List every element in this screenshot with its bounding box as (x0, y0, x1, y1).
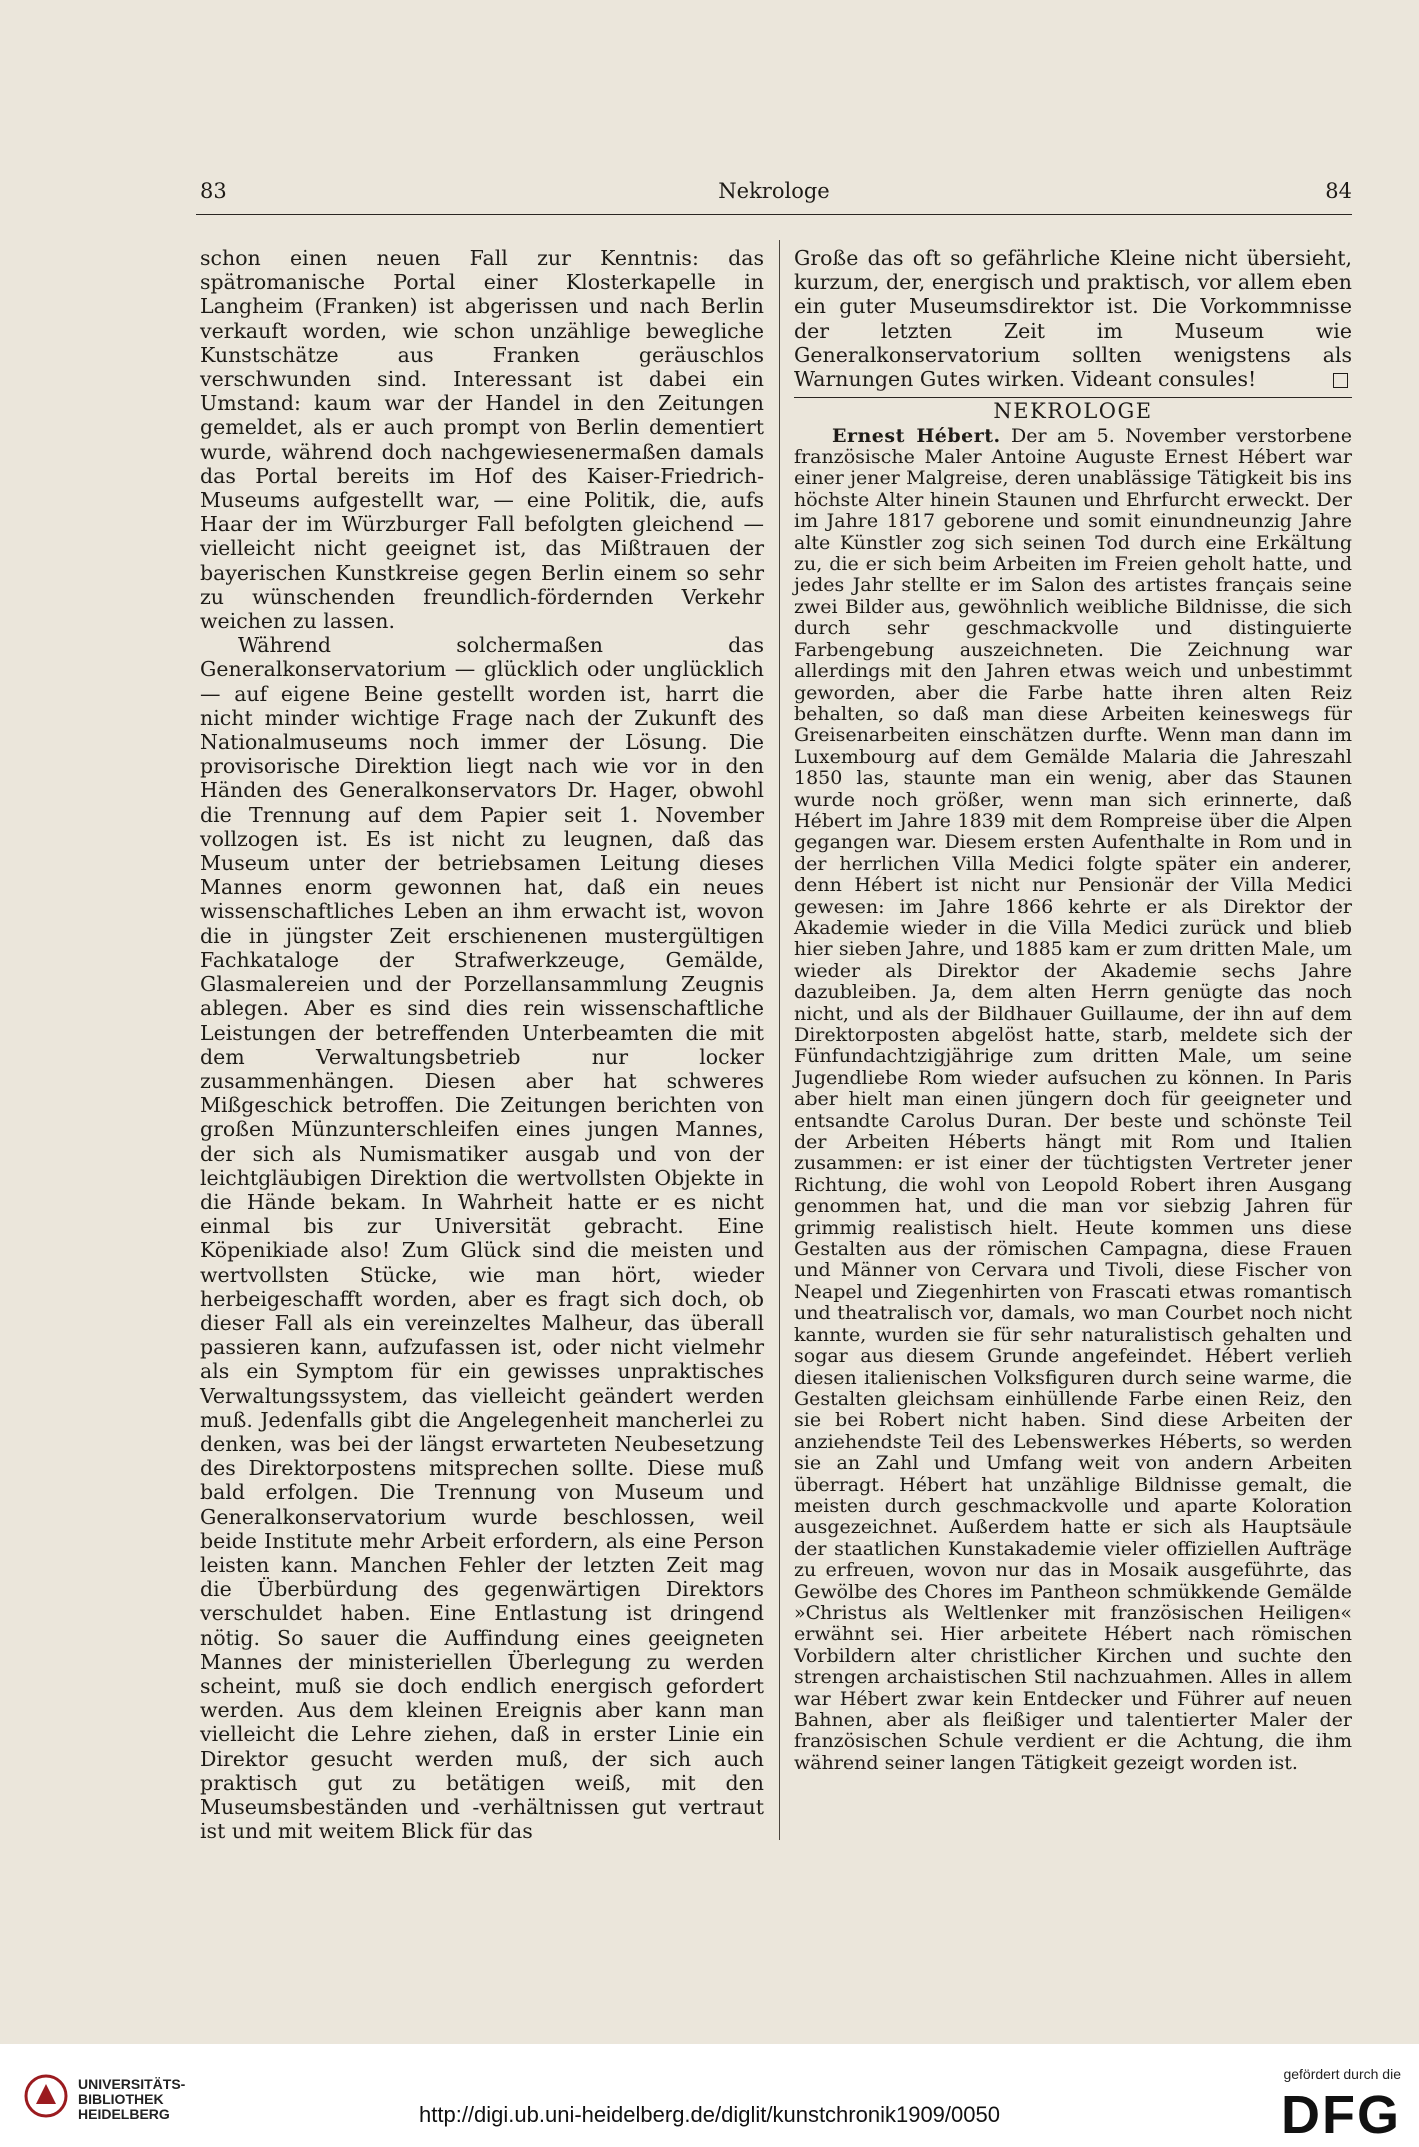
running-title: Nekrologe (718, 179, 830, 203)
column-divider (779, 240, 780, 1840)
page-number-right: 84 (1325, 179, 1352, 203)
library-line: UNIVERSITÄTS- (78, 2076, 186, 2092)
continued-text: Große das oft so gefährliche Kleine nicht übersieht, kurzum, der, energisch und praktisch, vor allem eben ein guter Museumsdirektor ist. Die Vorkommnisse der letzten Zeit im Museum wie Generalkonservatorium sollten wenigstens als Warnungen Gutes wirken. Videant consules! (794, 246, 1352, 392)
paragraph-continued (794, 246, 1352, 391)
header-rule (196, 214, 1352, 215)
footer-bar (0, 2044, 1419, 2147)
right-column (794, 246, 1352, 1774)
dfg-logo: DFG (1281, 2085, 1401, 2145)
paragraph: Während solchermaßen das Generalkonservatorium — glücklich oder unglücklich — auf eigene Beine gestellt worden ist, harrt die nicht minder wichtige Frage nach der Zukunft des Nationalmuseums noch immer der Lösung. Die provisorische Direktion liegt nach wie vor in den Händen des Generalkonservators Dr. Hager, obwohl die Trennung auf dem Papier seit 1. November vollzogen ist. Es ist nicht zu leugnen, daß das Museum unter der betriebsamen Leitung dieses Mannes enorm gewonnen hat, daß ein neues wissenschaftliches Leben an ihm erwacht ist, wovon die in jüngster Zeit erschienenen mustergültigen Fachkataloge der Strafwerkzeuge, Gemälde, Glasmalereien und der Porzellansammlung Zeugnis ablegen. Aber es sind dies rein wissenschaftliche Leistungen der betreffenden Unterbeamten die mit dem Verwaltungsbetrieb nur locker zusammenhängen. Diesen aber hat schweres Mißgeschick betroffen. Die Zeitungen berichten von großen Münzunterschleifen eines jungen Mannes, der sich als Numismatiker ausgab und von der leichtgläubigen Direktion die wertvollsten Objekte in die Hände bekam. In Wahrheit hatte er es nicht einmal bis zur Universität gebracht. Eine Köpenikiade also! Zum Glück sind die meisten und wertvollsten Stücke, wie man hört, wieder herbeigeschafft worden, aber es fragt sich doch, ob dieser Fall als ein vereinzeltes Malheur, das überall passieren kann, aufzufassen ist, oder nicht vielmehr als ein Symptom für ein gewisses unpraktisches Verwaltungssystem, das vielleicht geändert werden muß. Jedenfalls gibt die Angelegenheit mancherlei zu denken, was bei der längst erwarteten Neubesetzung des Direktorpostens mitsprechen sollte. Diese muß bald erfolgen. Die Trennung von Museum und Generalkonservatorium wurde beschlossen, weil beide Institute mehr Arbeit erfordern, als eine Person leisten kann. Manchen Fehler der letzten Zeit mag die Überbürdung des gegenwärtigen Direktors verschuldet haben. Eine Entlastung ist dringend nötig. So sauer die Auffindung eines geeigneten Mannes der ministeriellen Überlegung zu werden scheint, muß sie doch endlich energisch gefordert werden. Aus dem kleinen Ereignis aber kann man vielleicht die Lehre ziehen, daß in erster Linie ein Direktor gesucht werden muß, der sich auch praktisch gut zu betätigen weiß, mit den Museumsbeständen und -verhältnissen gut vertraut ist und mit weitem Blick für das (200, 633, 764, 1844)
funded-by-label: gefördert durch die (1283, 2066, 1401, 2082)
section-heading: NEKROLOGE (993, 399, 1153, 424)
source-url[interactable]: http://digi.ub.uni-heidelberg.de/diglit/kunstchronik1909/0050 (419, 2102, 1000, 2127)
section-rule (794, 397, 1352, 398)
obituary-name: Ernest Hébert. (832, 424, 1001, 447)
end-mark-icon (1333, 373, 1348, 388)
library-line: BIBLIOTHEK (78, 2091, 164, 2107)
running-head (196, 175, 1352, 215)
library-line: HEIDELBERG (78, 2106, 170, 2122)
paragraph: schon einen neuen Fall zur Kenntnis: das spätromanische Portal einer Klosterkapelle in Langheim (Franken) ist abgerissen und nach Berlin verkauft worden, wie schon unzählige bewegliche Kunstschätze aus Franken geräuschlos verschwunden sind. Interessant ist dabei ein Umstand: kaum war der Handel in den Zeitungen gemeldet, als er auch prompt von Berlin dementiert wurde, während doch nachgewiesenermaßen damals das Portal bereits im Hof des Kaiser-Friedrich-Museums aufgestellt war, — eine Politik, die, aufs Haar der im Würzburger Fall befolgten gleichend — vielleicht nicht geeignet ist, das Mißtrauen der bayerischen Kunstkreise gegen Berlin einem so sehr zu wünschenden freundlich-fördernden Verkehr weichen zu lassen. (200, 246, 764, 634)
page-number-left: 83 (200, 179, 227, 203)
left-column (200, 246, 764, 1843)
obituary-paragraph (794, 426, 1352, 1775)
obituary-text: Der am 5. November verstorbene französische Maler Antoine Auguste Ernest Hébert war einer jener Malgreise, deren unablässige Tätigkeit bis ins höchste Alter hinein Staunen und Ehrfurcht erweckt. Der im Jahre 1817 geborene und somit einundneunzig Jahre alte Künstler zog sich seinen Tod durch eine Erkältung zu, die er sich beim Arbeiten im Freien geholt hatte, und jedes Jahr stellte er im Salon des artistes français seine zwei Bilder aus, gewöhnlich weibliche Bildnisse, die sich durch sehr geschmackvolle und distinguierte Farbengebung auszeichneten. Die Zeichnung war allerdings mit den Jahren etwas weich und unbestimmt geworden, aber die Farbe hatte ihren alten Reiz behalten, so daß man diese Arbeiten keineswegs für Greisenarbeiten einschätzen durfte. Wenn man dann im Luxembourg auf dem Gemälde Malaria die Jahreszahl 1850 las, staunte man ein wenig, aber das Staunen wurde noch größer, wenn man sich erinnerte, daß Hébert im Jahre 1839 mit dem Rompreise über die Alpen gegangen war. Diesem ersten Aufenthalte in Rom und in der herrlichen Villa Medici folgte später ein anderer, denn Hébert ist nicht nur Pensionär der Villa Medici gewesen: im Jahre 1866 kehrte er als Direktor der Akademie wieder in die Villa Medici zurück und blieb hier sieben Jahre, und 1885 kam er zum dritten Male, um wieder als Direktor der Akademie sechs Jahre dazubleiben. Ja, dem alten Herrn genügte das noch nicht, und als der Bildhauer Guillaume, der ihn auf dem Direktorposten abgelöst hatte, starb, meldete sich der Fünfundachtzigjährige zum dritten Male, um seine Jugendliebe Rom wieder aufsuchen zu können. In Paris aber hielt man einen jüngern doch für geeigneter und entsandte Carolus Duran. Der beste und schönste Teil der Arbeiten Héberts hängt mit Rom und Italien zusammen: er ist einer der tüchtigsten Vertreter jener Richtung, die wohl von Leopold Robert ihren Ausgang genommen hat, und die man vor siebzig Jahren für grimmig realistisch hielt. Heute kommen uns diese Gestalten aus der römischen Campagna, diese Frauen und Männer von Cervara und Tivoli, diese Fischer von Neapel und Ziegenhirten von Frascati etwas romantisch und theatralisch vor, damals, wo man Courbet noch nicht kannte, wurden sie für sehr naturalistisch gehalten und sogar aus diesem Grunde angefeindet. Hébert verlieh diesen italienischen Volksfiguren durch seine warme, die Gestalten gleichsam einhüllende Farbe einen Reiz, den sie bei Robert nicht haben. Sind diese Arbeiten der anziehendste Teil des Lebenswerkes Héberts, so werden sie an Zahl und Umfang weit von andern Arbeiten überragt. Hébert hat unzählige Bildnisse gemalt, die meisten durch geschmackvolle und aparte Koloration ausgezeichnet. Außerdem hatte er sich als Hauptsäule der staatlichen Kunstakademie vieler offiziellen Aufträge zu erfreuen, wovon nur das in Mosaik ausgeführte, das Gewölbe des Chores im Pantheon schmükkende Gemälde »Christus als Weltlenker mit französischen Heiligen« erwähnt sei. Hier arbeitete Hébert nach römischen Vorbildern alter christlicher Kirchen und suchte den strengen archaistischen Stil nachzuahmen. Alles in allem war Hébert zwar kein Entdecker und Führer auf neuen Bahnen, aber als fleißiger und talentierter Maler der französischen Schule verdient er die Achtung, die ihm während seiner langen Tätigkeit gezeigt worden ist. (794, 424, 1352, 1774)
